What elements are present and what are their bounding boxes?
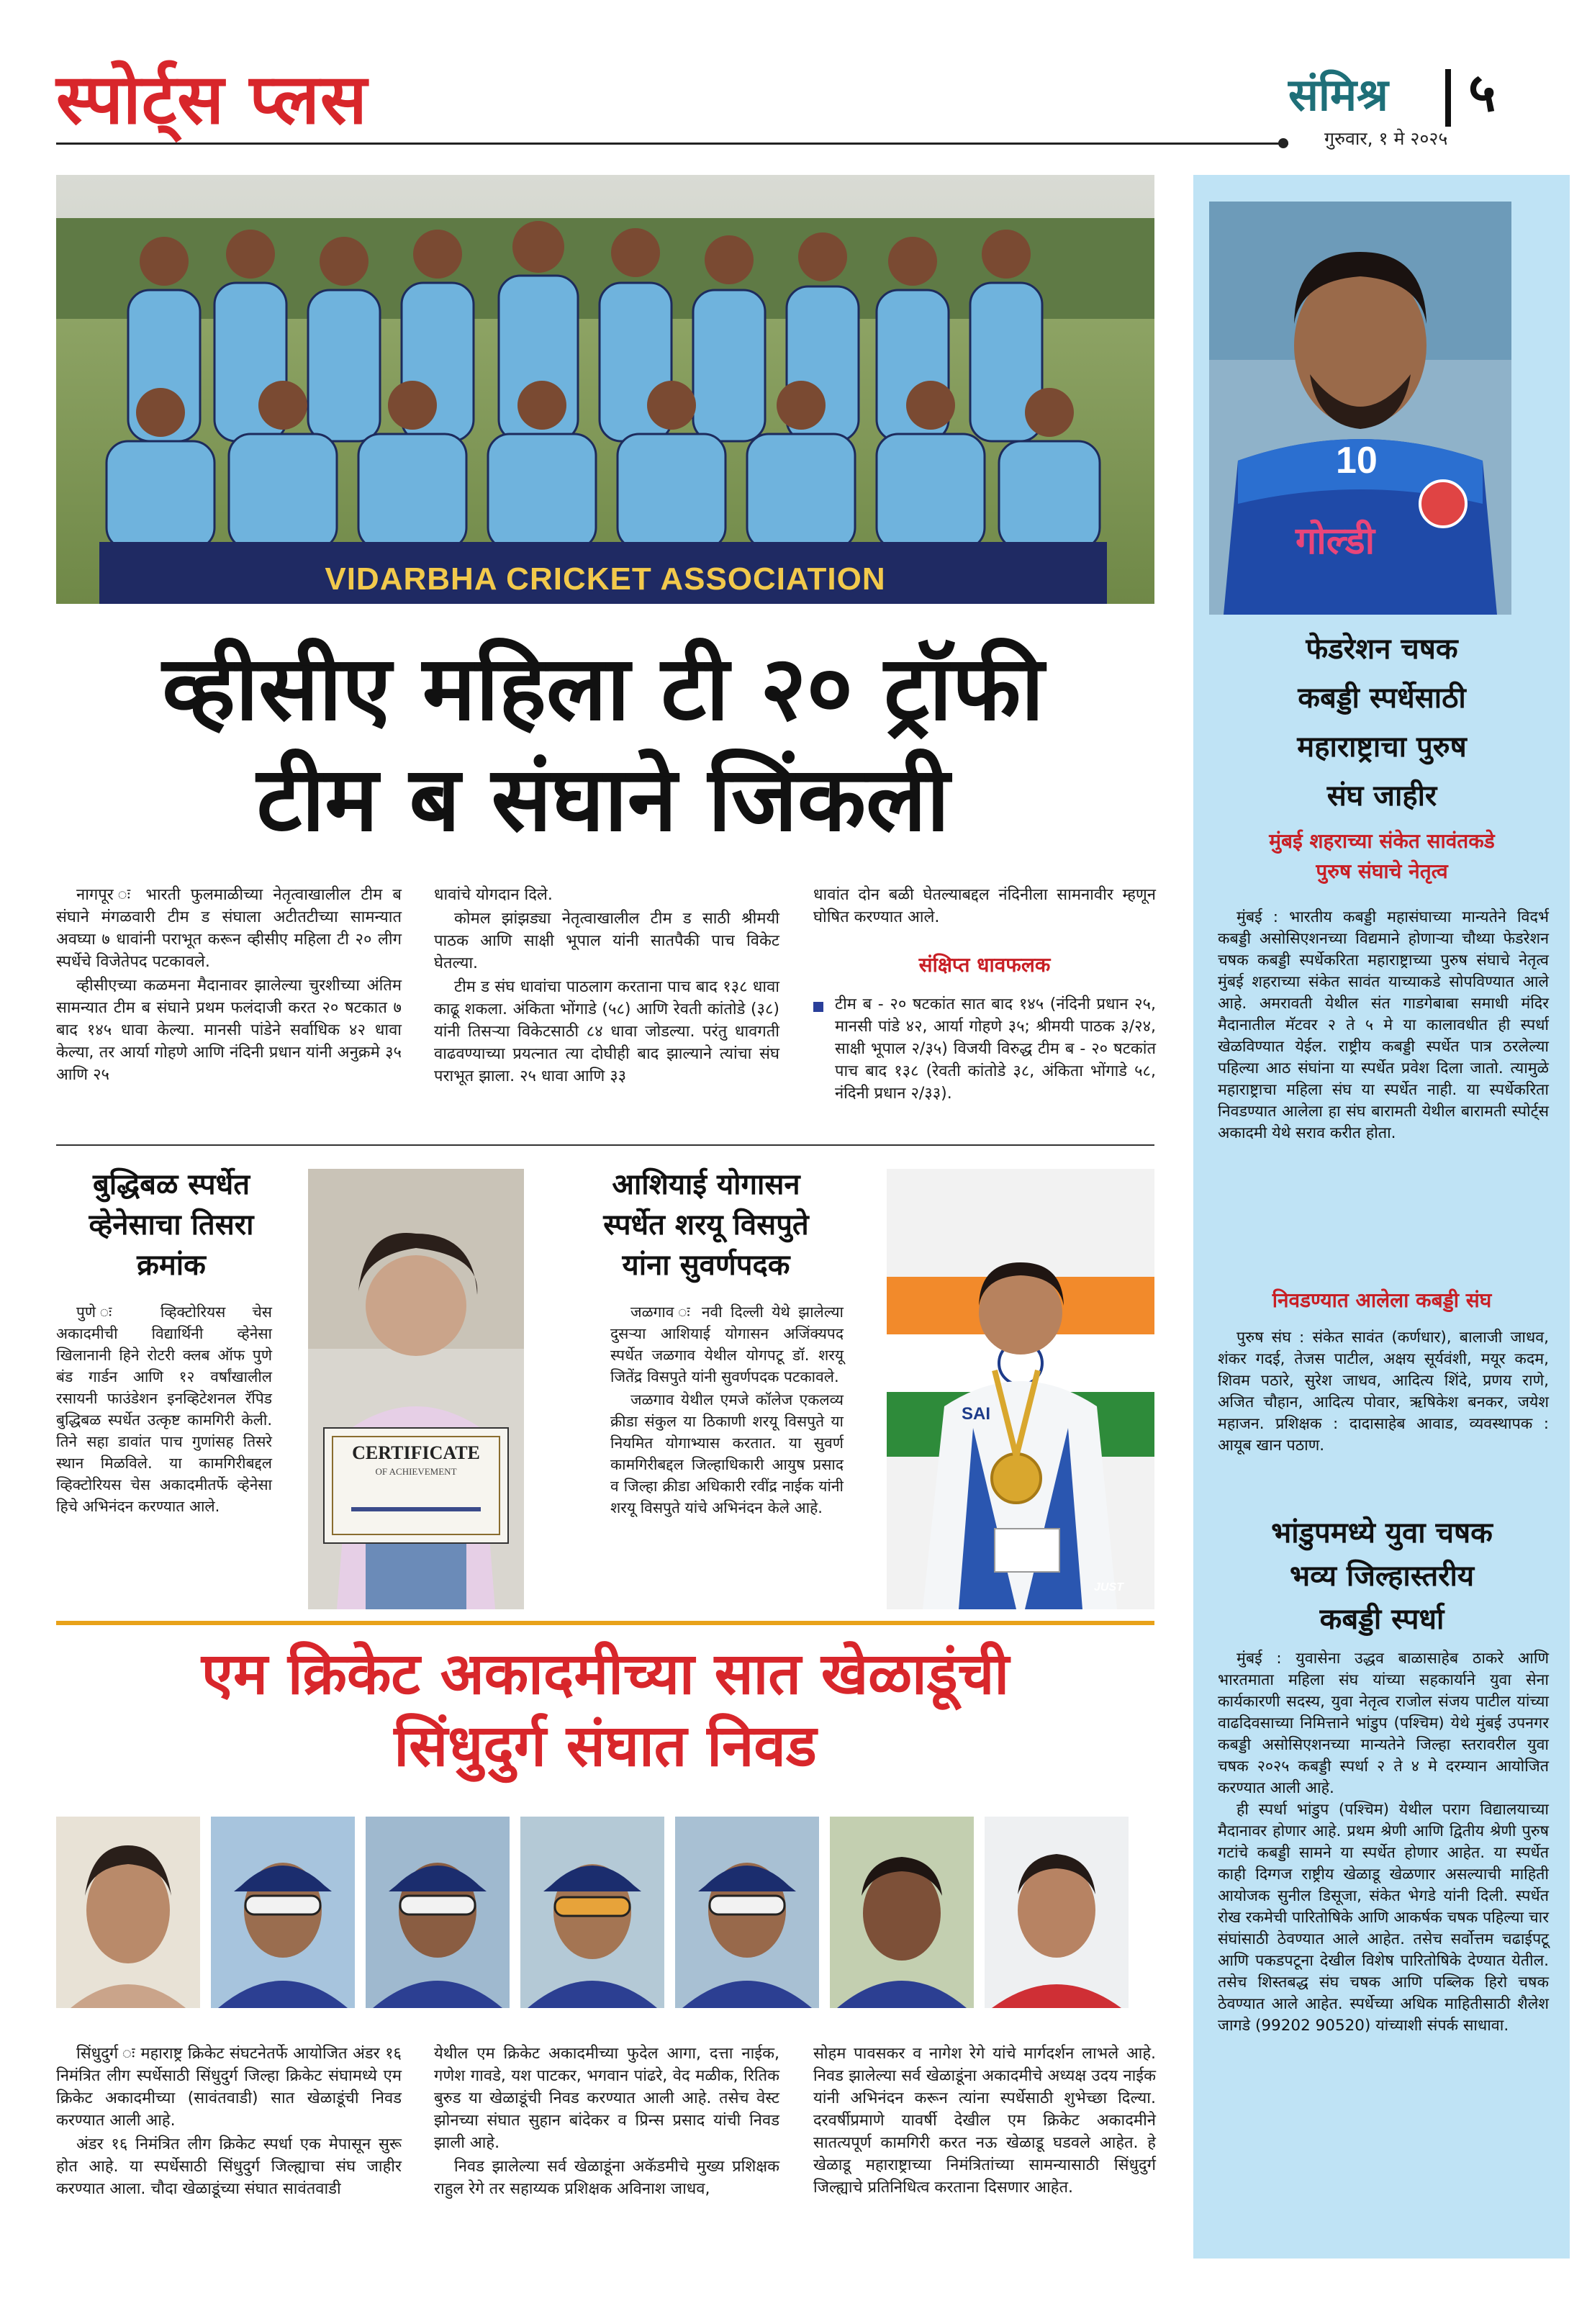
- chess-headline-line3: क्रमांक: [137, 1249, 206, 1282]
- scoreboard-title: संक्षिप्त धावफलक: [918, 953, 1051, 977]
- bhandup-headline-line3: कबड्डी स्पर्धा: [1319, 1603, 1444, 1636]
- lead-col1-para2: व्हीसीएच्या कळमना मैदानावर झालेल्या चुरशीच्या अंतिम सामन्यात टीम ब संघाने प्रथम फलंदाजी करत २० षटकात ७ बाद १४५ धावा केल्या. मानसी पांडेने सर्वाधिक ४२ धावा केल्या, तर आर्या गोहणे आणि नंदिनी प्रधान यांनी अनुक्रमे ३५ आणि २५: [56, 977, 402, 1084]
- chess-body-para: पुणे ः व्हिक्टोरियस चेस अकादमीची विद्यार्थिनी व्हेनेसा खिलानानी हिने रोटरी क्लब ऑफ पुणे बंड गार्डन आणि १२ वर्षांखालील रसायनी फाउंडेशन इनव्हिटेशनल रॅपिड बुद्धिबळ स्पर्धेत उत्कृष्ट कामगिरी केली. तिने सहा डावांत पाच गुणांसह तिसरे स्थान मिळविले. या कामगिरीबद्दल व्हिक्टोरियस चेस अकादमीतर्फे व्हेनेसा हिचे अभिनंदन करण्यात आले.: [56, 1303, 272, 1515]
- page-number: ५: [1468, 62, 1496, 124]
- photo-banner-text: VIDARBHA CRICKET ASSOCIATION: [325, 561, 886, 597]
- certificate-title: CERTIFICATE: [352, 1442, 480, 1463]
- lead-col1-para1: नागपूर ः भारती फुलमाळीच्या नेतृत्वाखालील टीम ब संघाने मंगळवारी टीम ड संघाला अटीतटीच्या सामन्यात अवघ्या ७ धावांनी पराभूत करून व्हीसीए महिला टी २० लीग स्पर्धेचे विजेतेपद पटकावले.: [56, 886, 402, 971]
- section-rule-1: [56, 1144, 1154, 1146]
- yoga-body: [610, 1301, 844, 1520]
- lead-headline-line2: टीम ब संघाने जिंकली: [256, 748, 950, 851]
- yoga-headline-line2: स्पर्धेत शरयू विसपुते: [603, 1208, 809, 1242]
- chess-body: [56, 1301, 272, 1519]
- player-portrait-1: [56, 1817, 200, 2008]
- header-rule: [56, 143, 1288, 145]
- lead-headline-line1: व्हीसीए महिला टी २० ट्रॉफी: [162, 637, 1044, 741]
- team-photo: [56, 175, 1154, 604]
- scoreboard-bullet: [813, 1002, 823, 1012]
- yoga-headline-line3: यांना सुवर्णपदक: [622, 1249, 790, 1282]
- chess-headline-line2: व्हेनेसाचा तिसरा: [89, 1208, 254, 1242]
- jersey-number: 10: [1336, 440, 1378, 481]
- bhandup-headline-line1: भांडुपमध्ये युवा चषक: [1271, 1516, 1493, 1550]
- player-portrait-6: [830, 1817, 974, 2008]
- kabaddi-subhead-line1: मुंबई शहराच्या संकेत सावंतकडे: [1269, 829, 1495, 853]
- kabaddi-subhead-line2: पुरुष संघाचे नेतृत्व: [1316, 859, 1448, 883]
- player-portrait-7: [985, 1817, 1129, 2008]
- academy-column-2: [434, 2043, 779, 2202]
- header-rule-cap: [1278, 138, 1288, 148]
- kabaddi-headline-line2: कबड्डी स्पर्धेसाठी: [1298, 682, 1466, 715]
- yoga-headline-line1: आशियाई योगासन: [612, 1168, 800, 1201]
- player-portrait-5: [675, 1817, 819, 2008]
- lead-column-3: [813, 884, 1156, 930]
- issue-date: गुरुवार, १ मे २०२५: [1324, 128, 1448, 149]
- academy-col2-para1: येथील एम क्रिकेट अकादमीच्या फुदेल आगा, दत्ता नाईक, गणेश गावडे, यश पाटकर, भगवान पांढरे, वेद मळीक, रितिक बुरुड या खेळाडूंची निवड करण्यात आली आहे. तसेच वेस्ट झोनच्या संघात सुहान बांदेकर व प्रिन्स प्रसाद यांची निवड झाली आहे.: [434, 2045, 779, 2152]
- kabaddi-team-subhead: निवडण्यात आलेला कबड्डी संघ: [1272, 1288, 1492, 1312]
- kabaddi-body-para: मुंबई : भारतीय कबड्डी महासंघाच्या मान्यतेने विदर्भ कबड्डी असोसिएशनच्या विद्यमाने होणाऱ्या चौथ्या फेडरेशन चषक कबड्डी स्पर्धेकरिता महाराष्ट्राच्या पुरुष संघाचे नेतृत्व मुंबई शहराच्या संकेत सावंत याच्याकडे सोपविण्यात आले आहे. अमरावती येथील संत गाडगेबाबा समाधी मंदिर मैदानातील मॅटवर २ ते ५ मे या कालावधीत ही स्पर्धा खेळविण्यात येईल. राष्ट्रीय कबड्डी स्पर्धेत पात्र ठरलेल्या पहिल्या आठ संघांना या स्पर्धेत प्रवेश दिला जातो. त्यामुळे महाराष्ट्राचा महिला संघ या स्पर्धेत नाही. या स्पर्धेकरिता निवडण्यात आलेला हा संघ बारामती येथील बारामती स्पोर्ट्स अकादमी येथे सराव करीत होता.: [1218, 908, 1549, 1142]
- kabaddi-headline-line4: संघ जाहीर: [1326, 779, 1437, 813]
- yoga-body-para2: जळगाव येथील एमजे कॉलेज एकलव्य क्रीडा संकुल या ठिकाणी शरयू विसपुते या नियमित योगाभ्यास करतात. या सुवर्ण कामगिरीबद्दल जिल्हाधिकारी आयुष प्रसाद व जिल्हा क्रीडा अधिकारी रवींद्र नाईक यांनी शरयू विसपुते यांचे अभिनंदन केले आहे.: [610, 1391, 844, 1516]
- academy-headline-line2: सिंधुदुर्ग संघात निवड: [394, 1712, 817, 1779]
- bhandup-body-para1: मुंबई : युवासेना उद्धव बाळासाहेब ठाकरे आणि भारतमाता महिला संघ यांच्या सहकार्याने युवा सेना कार्यकारणी सदस्य, युवा नेतृत्व राजोल संजय पाटील यांच्या वाढदिवसाच्या निमित्ताने भांडुप (पश्चिम) येथे मुंबई उपनगर कबड्डी असोसिएशनच्या मान्यतेने जिल्हा स्तरावरील युवा चषक २०२५ कबड्डी स्पर्धा २ ते ४ मे दरम्यान आयोजित करण्यात आली आहे.: [1218, 1650, 1549, 1797]
- academy-col1-para1: सिंधुदुर्ग ः महाराष्ट्र क्रिकेट संघटनेतर्फे आयोजित अंडर १६ निमंत्रित लीग स्पर्धेसाठी सिंधुदुर्ग जिल्हा क्रिकेट संघामध्ये एम क्रिकेट अकादमीच्या (सावंतवाडी) सात खेळाडूंची निवड करण्यात आली आहे.: [56, 2045, 402, 2130]
- chess-headline-line1: बुद्धिबळ स्पर्धेत: [92, 1168, 250, 1201]
- masthead-title: स्पोर्ट्स प्लस: [56, 59, 368, 140]
- player-portrait-4: [520, 1817, 664, 2008]
- chess-photo: [308, 1169, 524, 1609]
- kabaddi-team-para: पुरुष संघ : संकेत सावंत (कर्णधार), बालाजी जाधव, शंकर गदई, तेजस पाटील, अक्षय सूर्यवंशी, मयूर कदम, शिवम पठारे, सुरेश जाधव, आदित्य शिंदे, प्रणय राणे, अजित चौहान, आदित्य पोवार, ऋषिकेश बनकर, जयेश महाजन. प्रशिक्षक : दादासाहेब आवाड, व्यवस्थापक : आयूब खान पठाण.: [1218, 1329, 1549, 1455]
- kabaddi-body: [1218, 907, 1549, 1144]
- player-portrait-2: [211, 1817, 355, 2008]
- yoga-shorts-text: JUST: [1094, 1581, 1123, 1593]
- certificate-subtitle: OF ACHIEVEMENT: [375, 1466, 457, 1477]
- academy-col3-para: सोहम पावसकर व नागेश रेगे यांचे मार्गदर्शन लाभले आहे. निवड झालेल्या सर्व खेळाडूंना अकादमीचे अध्यक्ष उदय नाईक यांनी अभिनंदन करून त्यांना स्पर्धेसाठी शुभेच्छा दिल्या. दरवर्षीप्रमाणे यावर्षी देखील एम क्रिकेट अकादमीने सातत्यपूर्ण कामगिरी करत नऊ खेळाडू घडवले आहेत. हे खेळाडू महाराष्ट्राच्या निमंत्रितांच्या सामन्यासाठी सिंधुदुर्ग जिल्ह्याचे प्रतिनिधित्व करताना दिसणार आहेत.: [813, 2045, 1156, 2197]
- kabaddi-headline-line1: फेडरेशन चषक: [1306, 633, 1458, 666]
- bhandup-body-para2: ही स्पर्धा भांडुप (पश्चिम) येथील पराग विद्यालयाच्या मैदानावर होणार आहे. प्रथम श्रेणी आणि द्वितीय श्रेणी पुरुष गटांचे कबड्डी सामने या स्पर्धेत होणार आहेत. या स्पर्धेत काही दिग्गज राष्ट्रीय खेळाडू खेळणार असल्याची माहिती आयोजक सुनील डिसूजा, संकेत भेगडे यांनी दिली. स्पर्धेत रोख रकमेची पारितोषिके आणि आकर्षक चषक पहिल्या चार संघांसाठी ठेवण्यात आले आहेत. तसेच सर्वोत्तम चढाईपटू आणि पकडपटूना देखील विशेष पारितोषिके देण्यात येतील. तसेच शिस्तबद्ध संघ चषक आणि पब्लिक हिरो चषक ठेवण्यात आले आहेत. स्पर्धेच्या अधिक माहितीसाठी शैलेश जागडे (99202 90520) यांच्याशी संपर्क साधावा.: [1218, 1801, 1549, 2035]
- academy-col1-para2: अंडर १६ निमंत्रित लीग क्रिकेट स्पर्धा एक मेपासून सुरू होत आहे. या स्पर्धेसाठी सिंधुदुर्ग जिल्ह्याचा संघ जाहीर करण्यात आला. चौदा खेळाडूंच्या संघात सावंतवाडी: [56, 2135, 402, 2198]
- section-label: संमिश्र: [1288, 68, 1388, 121]
- academy-headline-line1: एम क्रिकेट अकादमीच्या सात खेळाडूंची: [201, 1640, 1010, 1707]
- scoreboard-text: टीम ब - २० षटकांत सात बाद १४५ (नंदिनी प्रधान २५, मानसी पांडे ४२, आर्या गोहणे ३५; श्रीमयी पाठक ३/२४, साक्षी भूपाल २/३५) विजयी विरुद्ध टीम ब - २० षटकांत पाच बाद १३८ (रेवती कांतोडे ३८, अंकिता भोंगाडे ५८, नंदिनी प्रधान २/३३).: [835, 995, 1156, 1103]
- bhandup-body: [1218, 1648, 1549, 2037]
- jersey-text: गोल्डी: [1296, 520, 1375, 563]
- lead-column-2: [434, 884, 779, 1089]
- gold-rule: [56, 1621, 1154, 1625]
- academy-column-3: [813, 2043, 1156, 2200]
- lead-column-1: [56, 884, 402, 1088]
- yoga-photo: [887, 1169, 1154, 1609]
- yoga-jacket-text: SAI: [962, 1404, 991, 1424]
- academy-column-1: [56, 2043, 402, 2202]
- lead-col2-para3: टीम ड संघ धावांचा पाठलाग करताना पाच बाद १३८ धावा काढू शकला. अंकिता भोंगाडे (५८) आणि रेवती कांतोडे (३८) यांनी तिसऱ्या विकेटसाठी ८४ धावा जोडल्या. परंतु धावगती वाढवण्याच्या प्रयत्नात त्या दोघीही बाद झाल्याने त्यांचा संघ पराभूत झाला. २५ धावा आणि ३३: [434, 978, 779, 1085]
- bhandup-headline-line2: भव्य जिल्हास्तरीय: [1289, 1560, 1475, 1593]
- kabaddi-team-body: [1218, 1327, 1549, 1457]
- player-portrait-3: [366, 1817, 510, 2008]
- section-divider: [1445, 69, 1451, 127]
- lead-col3-para: धावांत दोन बळी घेतल्याबद्दल नंदिनीला सामनावीर म्हणून घोषित करण्यात आले.: [813, 886, 1156, 926]
- lead-col2-para2: कोमल झांझड्या नेतृत्वाखालील टीम ड साठी श्रीमयी पाठक आणि साक्षी भूपाल यांनी सातपैकी पाच विकेट घेतल्या.: [434, 910, 779, 972]
- academy-col2-para2: निवड झालेल्या सर्व खेळाडूंना अकॅडमीचे मुख्य प्रशिक्षक राहुल रेगे तर सहाय्यक प्रशिक्षक अविनाश जाधव,: [434, 2158, 779, 2198]
- kabaddi-headline-line3: महाराष्ट्राचा पुरुष: [1297, 731, 1467, 764]
- yoga-body-para1: जळगाव ः नवी दिल्ली येथे झालेल्या दुसऱ्या आशियाई योगासन अजिंक्यपद स्पर्धेत जळगाव येथील योगपटू डॉ. शरयू जितेंद्र विसपुते यांनी सुवर्णपदक पटकावले.: [610, 1303, 844, 1385]
- lead-col2-para1: धावांचे योगदान दिले.: [434, 886, 553, 904]
